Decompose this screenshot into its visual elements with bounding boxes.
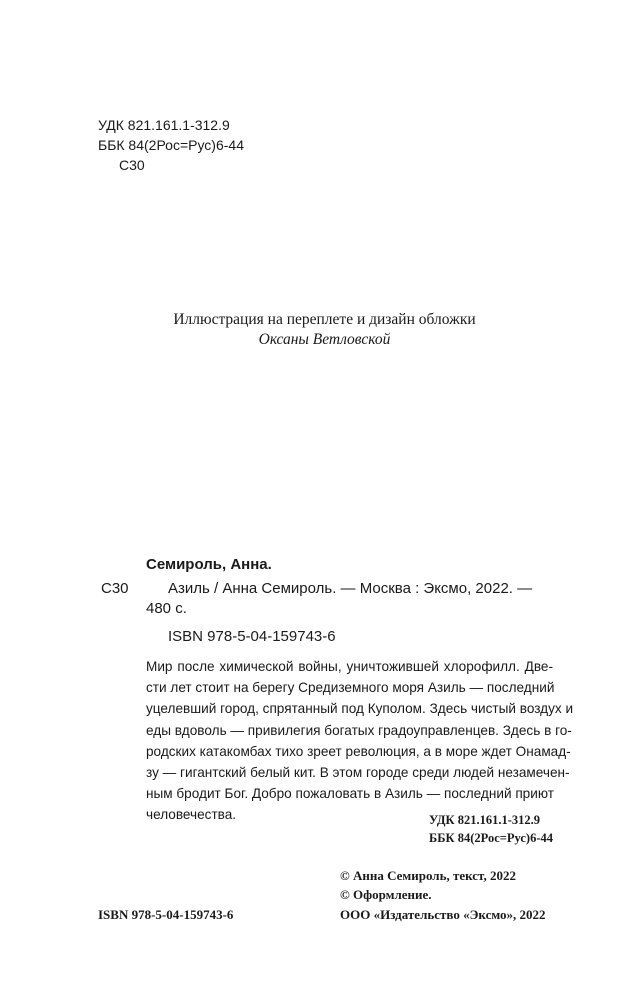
annotation-line: человечества. bbox=[146, 807, 237, 823]
card-bibliographic-description: Азиль / Анна Семироль. — Москва : Эксмо, 2022. — bbox=[168, 580, 533, 597]
card-page-count: 480 с. bbox=[146, 600, 187, 617]
illustration-credit: Иллюстрация на переплете и дизайн обложки bbox=[173, 311, 476, 328]
udk-code: УДК 821.161.1-312.9 bbox=[98, 117, 230, 133]
author-mark: С30 bbox=[119, 157, 145, 173]
annotation-line: родских катакомбах тихо зреет революция, а в море ждет Онамад- bbox=[146, 743, 571, 759]
annotation-line: зу — гигантский белый кит. В этом городе среди людей незамечен- bbox=[146, 765, 570, 781]
imprint-isbn: ISBN 978-5-04-159743-6 bbox=[98, 907, 234, 922]
illustrator-name: Оксаны Ветловской bbox=[258, 331, 391, 348]
card-udk-code: УДК 821.161.1-312.9 bbox=[429, 813, 540, 827]
book-annotation bbox=[146, 656, 574, 826]
annotation-line: еды вдоволь — привилегия богатых градоуправленцев. Здесь в го- bbox=[146, 722, 572, 738]
card-author: Семироль, Анна. bbox=[146, 556, 272, 573]
card-bbk-code: ББК 84(2Рос=Рус)6-44 bbox=[429, 831, 553, 845]
copyright-design: © Оформление. bbox=[340, 887, 432, 902]
copyright-author: © Анна Семироль, текст, 2022 bbox=[340, 868, 516, 883]
copyright-publisher: ООО «Издательство «Эксмо», 2022 bbox=[340, 907, 546, 922]
bbk-code: ББК 84(2Рос=Рус)6-44 bbox=[98, 137, 244, 153]
card-author-mark: С30 bbox=[101, 580, 129, 597]
annotation-line: уцелевший город, спрятанный под Куполом. Здесь чистый воздух и bbox=[146, 701, 574, 717]
annotation-line: ным бродит Бог. Добро пожаловать в Азиль — последний приют bbox=[146, 786, 554, 802]
annotation-line: сти лет стоит на берегу Средиземного моря Азиль — последний bbox=[146, 680, 555, 696]
annotation-line: Мир после химической войны, уничтожившей хлорофилл. Две- bbox=[146, 659, 553, 674]
card-isbn: ISBN 978-5-04-159743-6 bbox=[168, 628, 336, 645]
